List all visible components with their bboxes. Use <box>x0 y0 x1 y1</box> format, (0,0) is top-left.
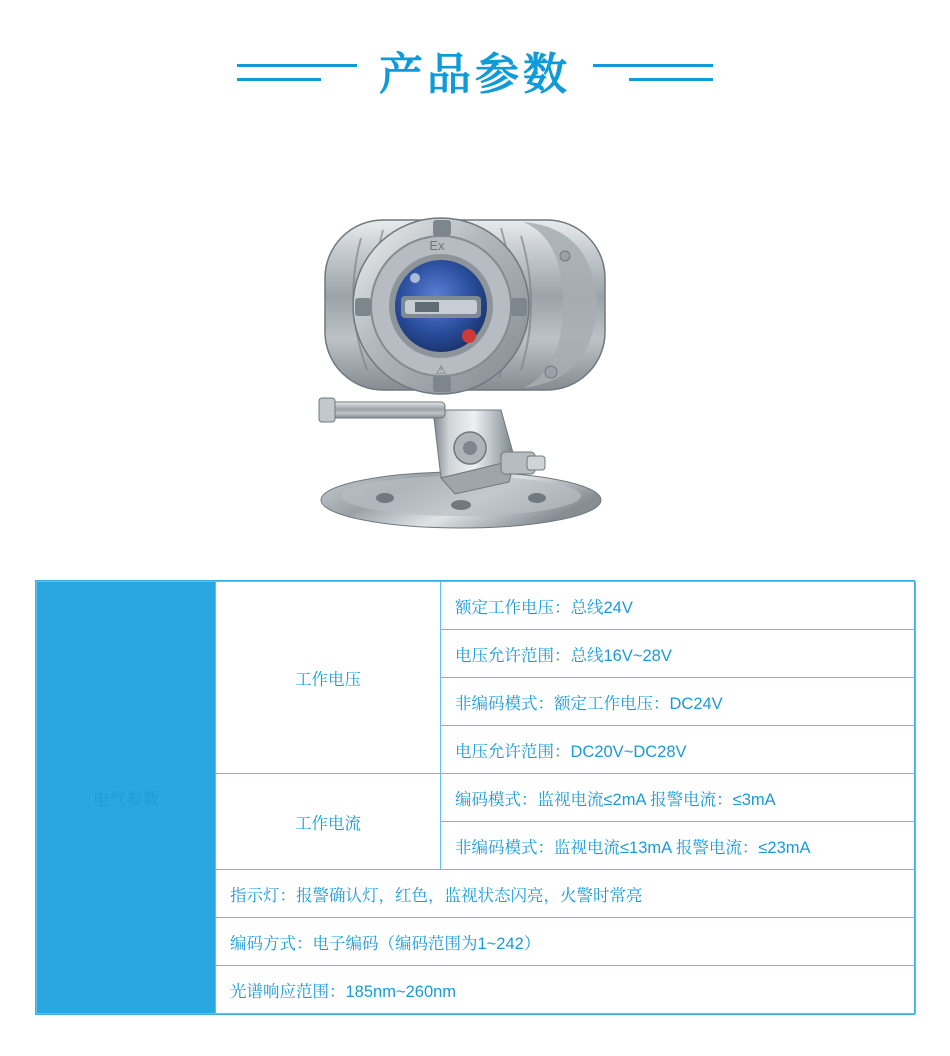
spec-value: 额定工作电压：总线24V <box>441 582 916 630</box>
spec-value-spectrum: 光谱响应范围：185nm~260nm <box>216 966 916 1014</box>
spec-value: 电压允许范围：DC20V~DC28V <box>441 726 916 774</box>
header-inner <box>237 50 713 99</box>
spec-value: 非编码模式：监视电流≤13mA 报警电流：≤23mA <box>441 822 916 870</box>
product-photo <box>265 160 685 580</box>
svg-text:⚠: ⚠ <box>435 363 447 377</box>
table-row <box>37 582 916 630</box>
group-label-voltage: 工作电压 <box>216 582 441 774</box>
spec-value: 编码模式：监视电流≤2mA 报警电流：≤3mA <box>441 774 916 822</box>
group-label-current: 工作电流 <box>216 774 441 870</box>
spec-value: 非编码模式：额定工作电压：DC24V <box>441 678 916 726</box>
spec-value-coding: 编码方式：电子编码（编码范围为1~242） <box>216 918 916 966</box>
spec-table <box>36 581 916 1014</box>
spec-table-wrapper <box>35 580 915 1015</box>
spec-value: 电压允许范围：总线16V~28V <box>441 630 916 678</box>
category-cell: 电气参数 <box>37 582 216 1014</box>
svg-text:Ex: Ex <box>429 238 445 253</box>
product-image-area <box>0 150 950 580</box>
page-title: 产品参数 <box>379 50 571 99</box>
spec-value-indicator: 指示灯：报警确认灯，红色，监视状态闪亮，火警时常亮 <box>216 870 916 918</box>
page-header <box>0 0 950 150</box>
